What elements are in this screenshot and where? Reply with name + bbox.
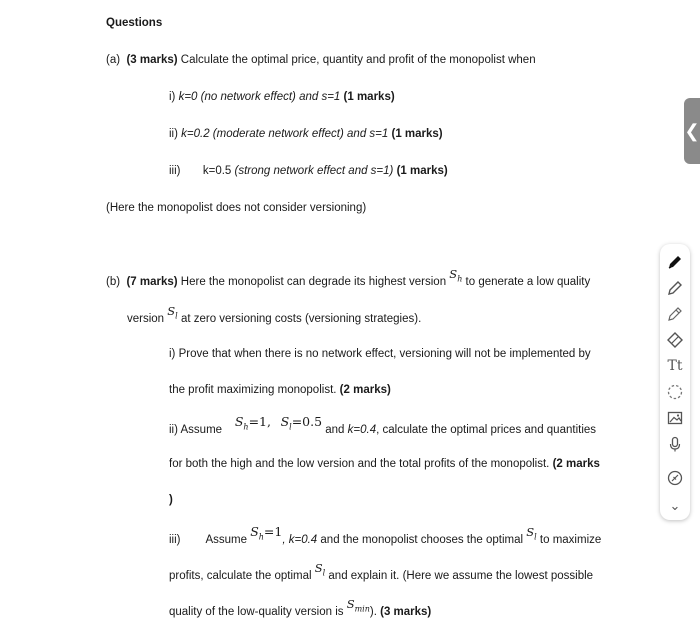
question-marks: (3 marks) [380, 606, 432, 618]
question-text: , calculate the optimal prices and quantities [376, 424, 597, 436]
chevron-down-icon[interactable]: ⌄ [669, 498, 681, 513]
item-number: iii) [169, 165, 181, 177]
microphone-icon[interactable] [665, 434, 685, 454]
sidebar-collapse-handle[interactable] [684, 98, 700, 164]
question-marks: (2 marks [552, 458, 600, 470]
symbol-s-l: $S_l$ [167, 304, 178, 321]
item-number: i) [169, 91, 176, 103]
item-condition: (strong network effect and s=1) [234, 165, 394, 177]
question-text: and [325, 424, 345, 436]
part-b-text: at zero versioning costs (versioning strategies). [180, 313, 422, 325]
part-a-item-i [169, 91, 395, 103]
symbol-s-l: $S_l$ [526, 525, 537, 542]
page-heading: Questions [106, 17, 163, 29]
equation-s-h: $S_h=1$, [234, 414, 271, 432]
k-value: , k=0.4 [282, 534, 318, 546]
item-marks: (1 marks) [343, 91, 395, 103]
part-a-marks: (3 marks) [126, 54, 178, 66]
part-a-label: (a) [106, 54, 121, 66]
item-marks: (1 marks) [391, 128, 443, 140]
question-text: ). [369, 606, 377, 618]
eraser-icon[interactable] [665, 330, 685, 350]
question-text: ii) Assume [169, 424, 223, 436]
question-text: and explain it. (Here we assume the lowest possible [328, 570, 594, 582]
part-a-text: Calculate the optimal price, quantity and profit of the monopolist when [180, 54, 536, 66]
k-value: k=0.4 [347, 424, 377, 436]
question-text: and the monopolist chooses the optimal [320, 534, 524, 546]
lasso-icon[interactable] [665, 382, 685, 402]
part-b-label: (b) [106, 276, 121, 288]
part-b-intro-line2 [127, 304, 422, 327]
part-b-text: to generate a low quality [465, 276, 591, 288]
symbol-s-l: $S_l$ [314, 561, 326, 578]
part-b-ii-marks-close: ) [169, 494, 173, 506]
equation-s-l: $S_l=0.5$ [280, 414, 323, 432]
part-b-i-line1: i) Prove that when there is no network effect, versioning will not be implemented by [169, 348, 591, 360]
equation-s-h: $S_h=1$ [250, 524, 283, 542]
question-text: quality of the low-quality version is [169, 606, 344, 618]
question-text: the profit maximizing monopolist. [169, 384, 337, 396]
part-b-iii-line3 [169, 597, 432, 620]
part-b-text: Here the monopolist can degrade its highest version [180, 276, 447, 288]
part-b-text: version [127, 313, 165, 325]
part-b-intro [106, 267, 591, 290]
pen-thin-icon[interactable] [665, 304, 685, 324]
pen-black-icon[interactable] [665, 252, 685, 272]
part-b-ii-line2 [169, 458, 600, 470]
ruler-icon[interactable] [665, 468, 685, 488]
pen-outline-icon[interactable] [665, 278, 685, 298]
part-a-intro [106, 54, 536, 66]
part-a-item-iii [169, 165, 448, 177]
question-text: for both the high and the low version and the total profits of the monopolist. [169, 458, 550, 470]
question-text: profits, calculate the optimal [169, 570, 312, 582]
symbol-s-min: $S_{min}$ [346, 597, 370, 614]
question-number: iii) [169, 534, 181, 546]
question-text: Assume [205, 534, 247, 546]
part-b-marks: (7 marks) [126, 276, 178, 288]
symbol-s-h: $S_h$ [449, 267, 463, 284]
part-a-note: (Here the monopolist does not consider versioning) [106, 202, 367, 214]
question-marks: (2 marks) [339, 384, 391, 396]
item-condition: k=0.2 (moderate network effect) and s=1 [181, 128, 389, 140]
item-number: ii) [169, 128, 178, 140]
part-b-ii-line1 [169, 414, 597, 439]
part-b-i-line2 [169, 384, 391, 396]
image-icon[interactable] [665, 408, 685, 428]
text-tool-icon[interactable]: Tt [667, 358, 683, 374]
part-b-iii-line1 [169, 524, 602, 549]
item-marks: (1 marks) [396, 165, 448, 177]
chevron-left-icon: ❮ [684, 120, 700, 141]
question-text: to maximize [539, 534, 602, 546]
item-k-value: k=0.5 [202, 165, 232, 177]
part-a-item-ii [169, 128, 443, 140]
item-condition: k=0 (no network effect) and s=1 [178, 91, 341, 103]
annotation-toolbar [660, 244, 690, 520]
part-b-iii-line2 [169, 561, 594, 584]
